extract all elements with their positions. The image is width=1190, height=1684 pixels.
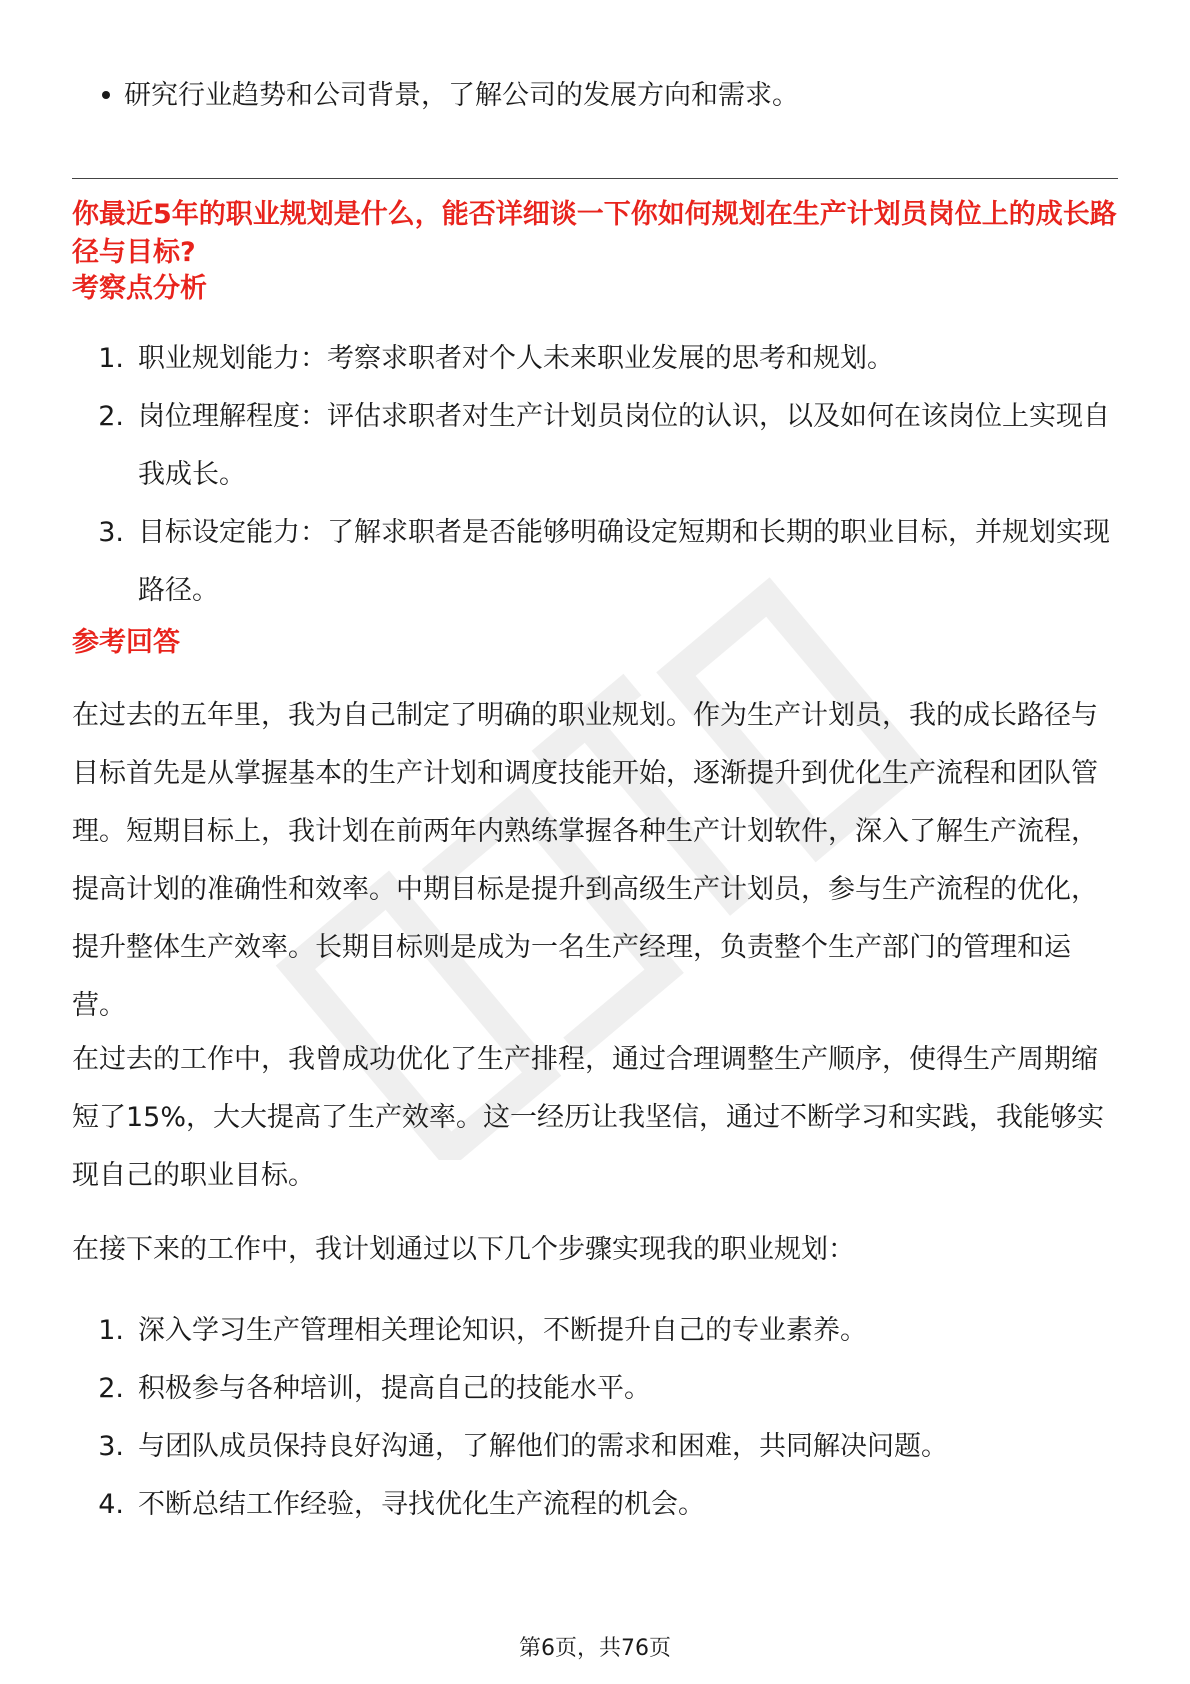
list-text: 职业规划能力：考察求职者对个人未来职业发展的思考和规划。 — [138, 343, 894, 374]
list-text: 岗位理解程度：评估求职者对生产计划员岗位的认识，以及如何在该岗位上实现自我成长。 — [138, 401, 1110, 490]
list-number: 1. — [98, 343, 124, 374]
list-number: 2. — [98, 401, 124, 432]
analysis-list — [72, 330, 1118, 620]
list-text: 深入学习生产管理相关理论知识，不断提升自己的专业素养。 — [138, 1315, 867, 1346]
list-number: 1. — [98, 1315, 124, 1346]
list-item — [72, 388, 1118, 504]
interview-question: 你最近5年的职业规划是什么，能否详细谈一下你如何规划在生产计划员岗位上的成长路径与目标? — [72, 199, 1117, 268]
list-item — [72, 1302, 1118, 1360]
list-text: 目标设定能力：了解求职者是否能够明确设定短期和长期的职业目标，并规划实现路径。 — [138, 517, 1110, 606]
list-text: 积极参与各种培训，提高自己的技能水平。 — [138, 1373, 651, 1404]
bullet-dot-icon — [72, 72, 104, 120]
list-number: 3. — [98, 1431, 124, 1462]
list-text: 不断总结工作经验，寻找优化生产流程的机会。 — [138, 1489, 705, 1520]
list-number: 2. — [98, 1373, 124, 1404]
list-item — [72, 1418, 1118, 1476]
answer-paragraph: 在过去的工作中，我曾成功优化了生产排程，通过合理调整生产顺序，使得生产周期缩短了15%，大大提高了生产效率。这一经历让我坚信，通过不断学习和实践，我能够实现自己的职业目标。 — [72, 1044, 1105, 1191]
list-text: 与团队成员保持良好沟通，了解他们的需求和困难，共同解决问题。 — [138, 1431, 948, 1462]
list-item — [72, 1360, 1118, 1418]
plan-list — [72, 1302, 1118, 1534]
answer-paragraph: 在过去的五年里，我为自己制定了明确的职业规划。作为生产计划员，我的成长路径与目标首先是从掌握基本的生产计划和调度技能开始，逐渐提升到优化生产流程和团队管理。短期目标上，我计划在前两年内熟练掌握各种生产计划软件，深入了解生产流程，提高计划的准确性和效率。中期目标是提升到高级生产计划员，参与生产流程的优化，提升整体生产效率。长期目标则是成为一名生产经理，负责整个生产部门的管理和运营。 — [72, 700, 1098, 1021]
list-number: 3. — [98, 517, 124, 548]
page-footer: 第6页，共76页 — [519, 1636, 671, 1661]
list-item — [72, 504, 1118, 620]
list-number: 4. — [98, 1489, 124, 1520]
answer-heading: 参考回答 — [72, 627, 180, 658]
bullet-item — [72, 72, 799, 120]
answer-paragraph: 在接下来的工作中，我计划通过以下几个步骤实现我的职业规划： — [72, 1234, 855, 1265]
analysis-heading: 考察点分析 — [72, 273, 207, 304]
list-item — [72, 330, 1118, 388]
list-item — [72, 1476, 1118, 1534]
bullet-text: 研究行业趋势和公司背景，了解公司的发展方向和需求。 — [124, 80, 799, 111]
section-divider — [72, 178, 1118, 179]
